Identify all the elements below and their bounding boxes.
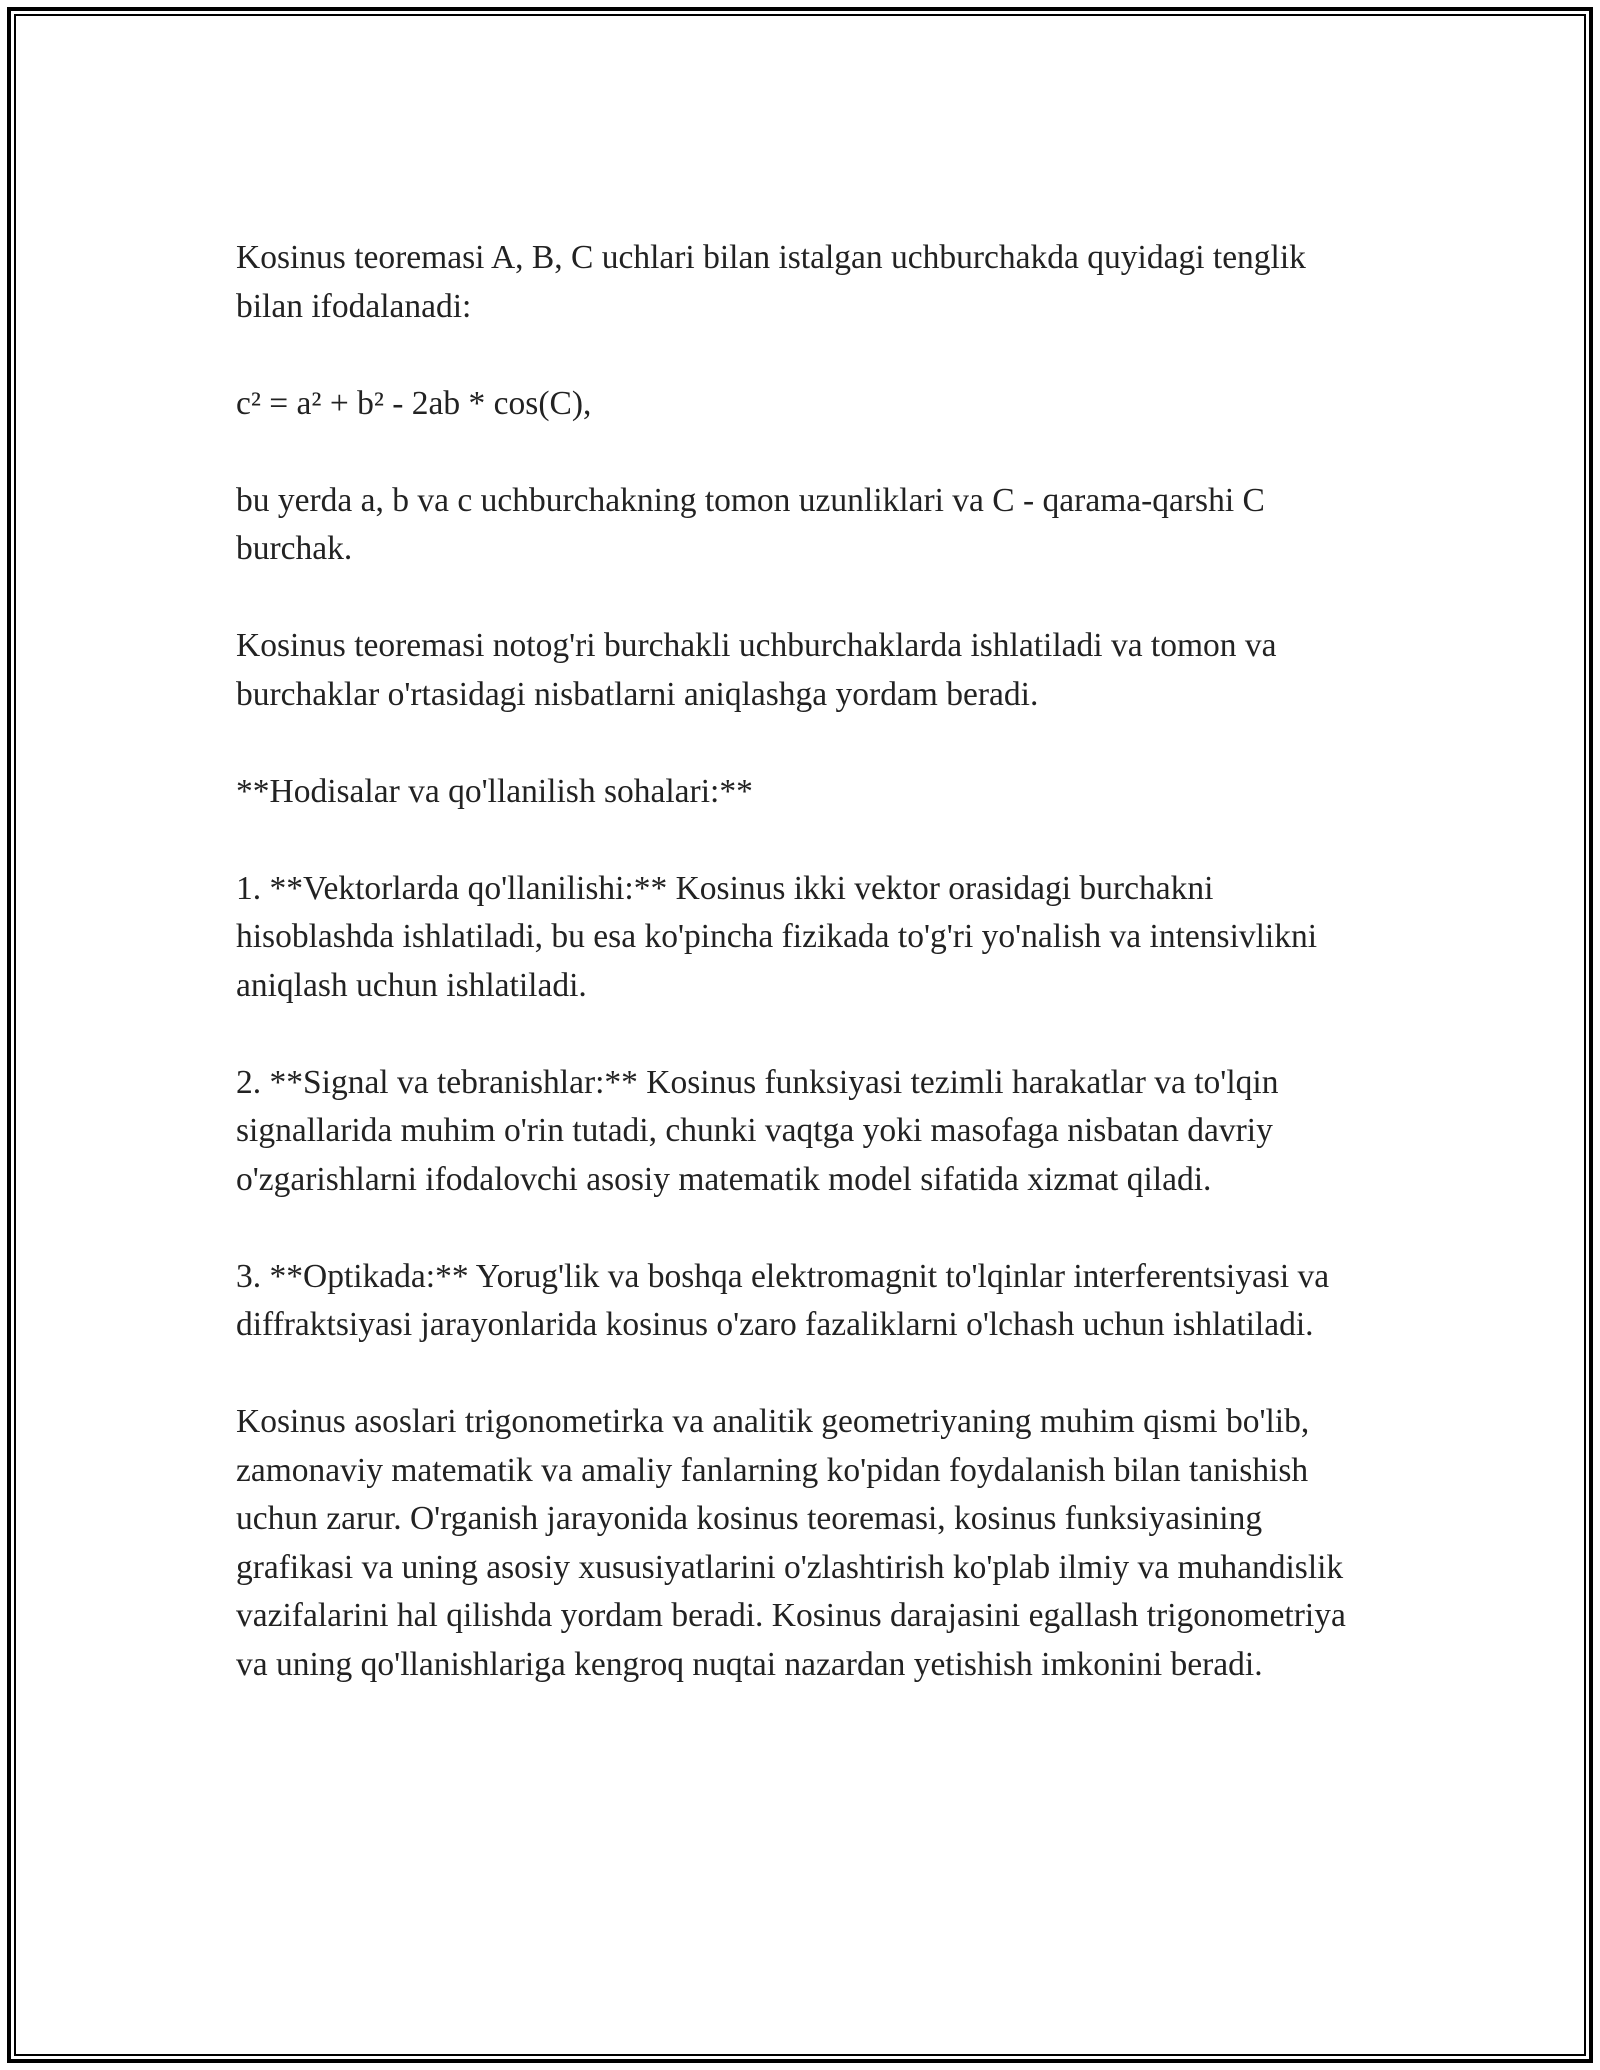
paragraph-conclusion: Kosinus asoslari trigonometirka va analitik geometriyaning muhim qismi bo'lib, zamonaviy matematik va amaliy fanlarning ko'pidan foydalanish bilan tanishish uchun zarur. O'rganish jarayonida kosinus teoremasi, kosinus funksiyasining grafikasi va uning asosiy xususiyatlarini o'zlashtirish ko'plab ilmiy va muhandislik vazifalarini hal qilishda yordam beradi. Kosinus darajasini egallash trigonometriya va uning qo'llanishlariga kengroq nuqtai nazardan yetishish imkonini beradi. [236, 1403, 1346, 1683]
paragraph-usage: Kosinus teoremasi notog'ri burchakli uchburchaklarda ishlatiladi va tomon va burchaklar o'rtasidagi nisbatlarni aniqlashga yordam beradi. [236, 627, 1277, 713]
paragraph-variables: bu yerda a, b va c uchburchakning tomon uzunliklari va C - qarama-qarshi C burchak. [236, 481, 1265, 567]
paragraph-formula: c² = a² + b² - 2ab * cos(C), [236, 384, 592, 422]
document-body [236, 234, 1366, 1689]
list-item-signals: 2. **Signal va tebranishlar:** Kosinus funksiyasi tezimli harakatlar va to'lqin signallarida muhim o'rin tutadi, chunki vaqtga yoki masofaga nisbatan davriy o'zgarishlarni ifodalovchi asosiy matematik model sifatida xizmat qiladi. [236, 1063, 1279, 1198]
list-item-optics: 3. **Optikada:** Yorug'lik va boshqa elektromagnit to'lqinlar interferentsiyasi va diffraktsiyasi jarayonlarida kosinus o'zaro fazaliklarni o'lchash uchun ishlatiladi. [236, 1257, 1330, 1343]
paragraph-theorem-intro: Kosinus teoremasi A, B, C uchlari bilan istalgan uchburchakda quyidagi tenglik bilan ifodalanadi: [236, 239, 1306, 325]
list-item-vectors: 1. **Vektorlarda qo'llanilishi:** Kosinus ikki vektor orasidagi burchakni hisoblashda ishlatiladi, bu esa ko'pincha fizikada to'g'ri yo'nalish va intensivlikni aniqlash uchun ishlatiladi. [236, 869, 1318, 1004]
paragraph-applications-heading: **Hodisalar va qo'llanilish sohalari:** [236, 772, 753, 810]
